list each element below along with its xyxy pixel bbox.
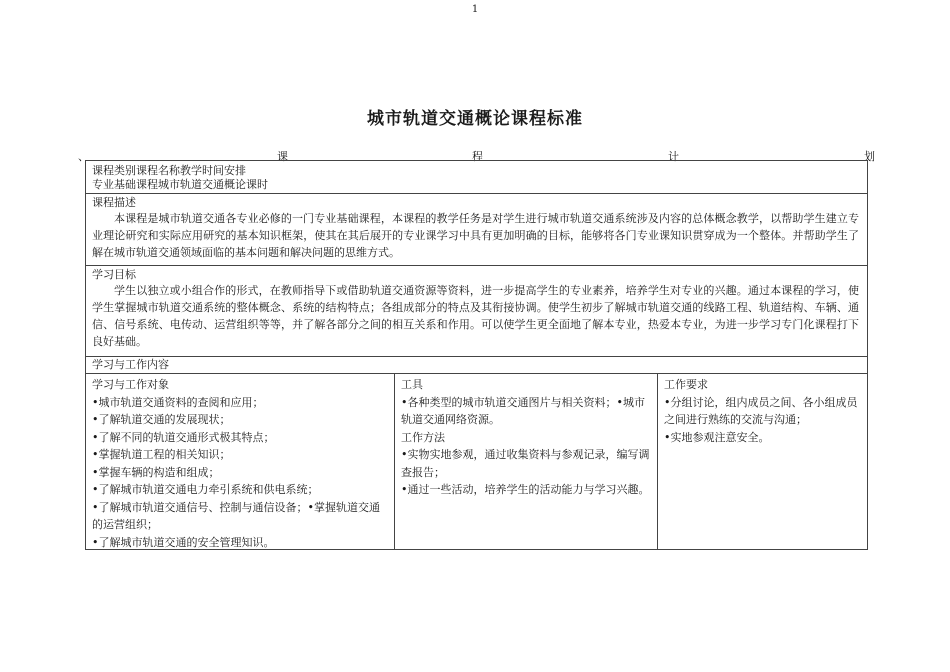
work-content-heading: 学习与工作内容 bbox=[92, 358, 169, 371]
list-item: •实物实地参观，通过收集资料与参观记录，编写调查报告； bbox=[401, 448, 650, 479]
work-objects-heading: 学习与工作对象 bbox=[92, 378, 169, 391]
list-item: •分组讨论，组内成员之间、各小组成员之间进行熟练的交流与沟通； bbox=[664, 395, 858, 426]
course-description-heading: 课程描述 bbox=[92, 196, 136, 209]
list-item: •了解城市轨道交通的安全管理知识。 bbox=[92, 535, 275, 549]
learning-objectives-text: 学生以独立或小组合作的形式，在教师指导下或借助轨道交通资源等资料，进一步提高学生的专业素养，培养学生对专业的兴趣。通过本课程的学习，使学生掌握城市轨道交通系统的整体概念、系统的结构特点；各组成部分的特点及其衔接协调。使学生初步了解城市轨道交通的线路工程、轨道结构、车辆、通信、信号系统、电传动、运营组织等等，并了解各部分之间的相互关系和作用。可以使学生更全面地了解本专业，热爱本专业，为进一步学习专门化课程打下良好基础。 bbox=[92, 284, 859, 348]
list-item: •掌握车辆的构造和组成； bbox=[92, 465, 220, 479]
heading-prefix: 、 bbox=[78, 150, 89, 163]
list-item: •了解城市轨道交通信号、控制与通信设备；•掌握轨道交通的运营组织； bbox=[92, 500, 380, 531]
heading-char: 课 bbox=[277, 150, 288, 163]
list-item: •实地参观注意安全。 bbox=[664, 430, 770, 444]
heading-char: 划 bbox=[864, 150, 875, 163]
list-item: •城市轨道交通资料的查阅和应用； bbox=[92, 395, 264, 409]
list-item: •通过一些活动，培养学生的活动能力与学习兴趣。 bbox=[401, 483, 650, 496]
list-item: •各种类型的城市轨道交通图片与相关资料；•城市轨道交通网络资源。 bbox=[401, 395, 645, 426]
course-info-values: 专业基础课程城市轨道交通概论课时 bbox=[92, 178, 268, 191]
work-content-section bbox=[86, 357, 867, 374]
work-content-columns bbox=[86, 374, 867, 549]
heading-char: 程 bbox=[472, 150, 483, 163]
learning-objectives-section bbox=[86, 266, 867, 357]
list-item: •了解轨道交通的发展现状； bbox=[92, 413, 231, 426]
learning-objectives-heading: 学习目标 bbox=[92, 268, 136, 281]
document-title: 城市轨道交通概论课程标准 bbox=[367, 109, 583, 129]
work-requirements-heading: 工作要求 bbox=[664, 378, 708, 391]
heading-char: 计 bbox=[668, 150, 679, 163]
course-plan-table bbox=[85, 160, 868, 550]
list-item: •了解城市轨道交通电力牵引系统和供电系统； bbox=[92, 483, 319, 496]
work-requirements-column bbox=[658, 374, 867, 549]
work-methods-heading: 工作方法 bbox=[401, 430, 445, 444]
list-item: •了解不同的轨道交通形式极其特点； bbox=[92, 430, 275, 444]
tools-heading: 工具 bbox=[401, 378, 423, 391]
tools-column bbox=[395, 374, 658, 549]
list-item: •掌握轨道工程的相关知识； bbox=[92, 448, 231, 461]
course-description-section bbox=[86, 194, 867, 266]
course-info-header: 课程类别课程名称教学时间安排 bbox=[92, 164, 246, 177]
course-info-section bbox=[86, 161, 867, 194]
course-description-text: 本课程是城市轨道交通各专业必修的一门专业基础课程，本课程的教学任务是对学生进行城市轨道交通系统涉及内容的总体概念教学，以帮助学生建立专业理论研究和实际应用研究的基本知识框架，使其在其后展开的专业课学习中具有更加明确的目标，能够将各门专业课知识贯穿成为一个整体。并帮助学生了解在城市轨道交通领域面临的基本问题和解决问题的思维方式。 bbox=[92, 212, 859, 259]
work-objects-column bbox=[86, 374, 395, 549]
page-number: 1 bbox=[471, 4, 479, 15]
